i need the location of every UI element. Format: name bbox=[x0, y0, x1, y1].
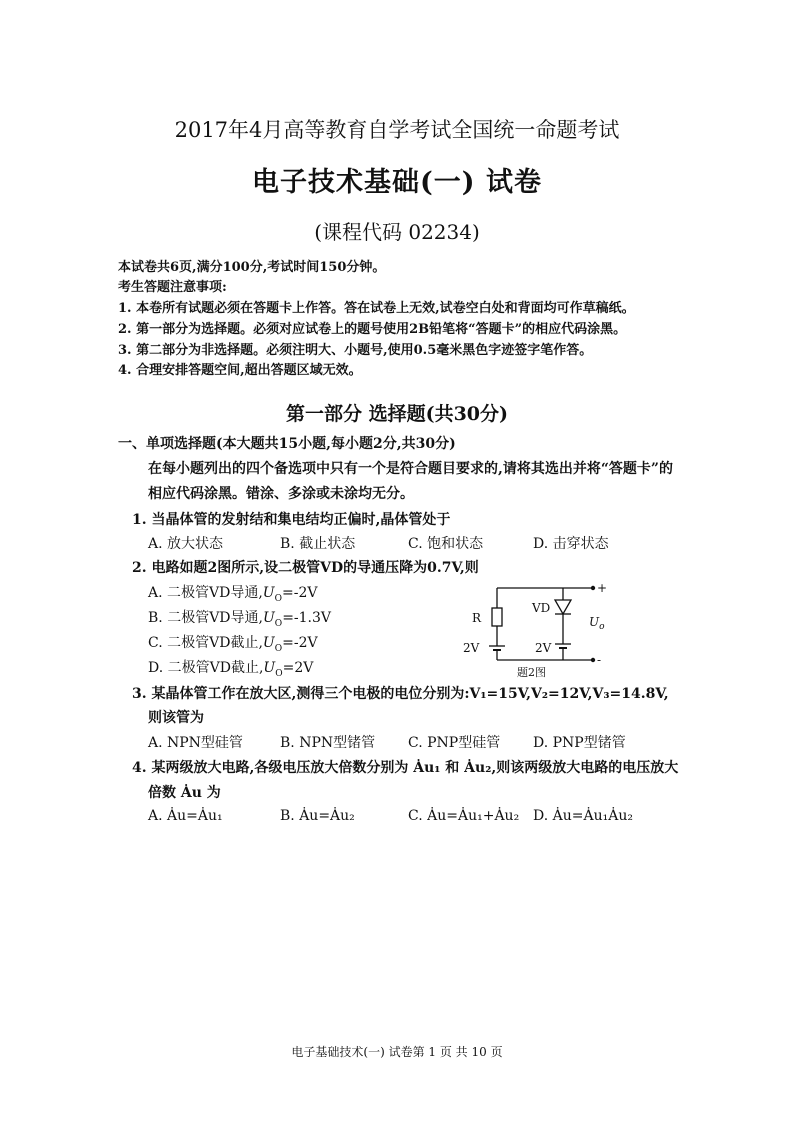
diode-symbol bbox=[555, 600, 571, 614]
instruction-line-1: 在每小题列出的四个备选项中只有一个是符合题目要求的,请将其选出并将“答题卡”的 bbox=[148, 461, 673, 477]
section-heading: 一、单项选择题(本大题共15小题,每小题2分,共30分) bbox=[118, 436, 456, 452]
question-4-stem-line1: 4. 某两级放大电路,各级电压放大倍数分别为 Ȧu₁ 和 Ȧu₂,则该两级放大电路的电压放大 bbox=[132, 760, 679, 776]
question-2-circuit-diagram bbox=[455, 578, 615, 680]
course-code: (课程代码 02234) bbox=[314, 220, 480, 244]
plus-label: + bbox=[597, 581, 608, 595]
exam-summary: 本试卷共6页,满分100分,考试时间150分钟。 bbox=[118, 260, 386, 275]
question-4-option-b: B. Ȧu=Ȧu₂ bbox=[280, 808, 355, 824]
diode-label: VD bbox=[532, 601, 551, 615]
output-terminal-plus bbox=[591, 586, 595, 590]
exam-title: 2017年4月高等教育自学考试全国统一命题考试 bbox=[174, 118, 620, 142]
note-item-3: 3. 第二部分为非选择题。必须注明大、小题号,使用0.5毫米黑色字迹签字笔作答。 bbox=[118, 343, 593, 358]
output-voltage-label: $U_o$ bbox=[589, 615, 605, 632]
instruction-line-2: 相应代码涂黑。错涂、多涂或未涂均无分。 bbox=[148, 486, 414, 502]
question-1-option-b: B. 截止状态 bbox=[280, 536, 356, 552]
question-2-stem: 2. 电路如题2图所示,设二极管VD的导通压降为0.7V,则 bbox=[132, 560, 479, 576]
question-3-option-b: B. NPN型锗管 bbox=[280, 735, 376, 751]
question-4-option-d: D. Ȧu=Ȧu₁Ȧu₂ bbox=[533, 808, 633, 824]
question-2-option-d: D. 二极管VD截止$,U_O=2V$ bbox=[148, 660, 314, 679]
note-item-1: 1. 本卷所有试题必须在答题卡上作答。答在试卷上无效,试卷空白处和背面均可作草稿纸。 bbox=[118, 301, 635, 316]
question-1-option-c: C. 饱和状态 bbox=[408, 536, 484, 552]
resistor-symbol bbox=[492, 608, 502, 626]
subject-title: 电子技术基础(一) 试卷 bbox=[252, 167, 542, 198]
minus-label: - bbox=[597, 653, 602, 667]
question-4-option-c: C. Ȧu=Ȧu₁+Ȧu₂ bbox=[408, 808, 520, 824]
question-1-option-d: D. 击穿状态 bbox=[533, 536, 609, 552]
source-right-label: 2V bbox=[535, 641, 552, 655]
question-2-option-b: B. 二极管VD导通$,U_O=-1.3V$ bbox=[148, 610, 332, 629]
question-4-stem-line2: 倍数 Ȧu 为 bbox=[148, 785, 221, 801]
question-1-option-a: A. 放大状态 bbox=[148, 536, 224, 552]
notes-heading: 考生答题注意事项: bbox=[118, 280, 227, 295]
question-4-option-a: A. Ȧu=Ȧu₁ bbox=[148, 808, 223, 824]
question-3-option-c: C. PNP型硅管 bbox=[408, 735, 501, 751]
part1-title: 第一部分 选择题(共30分) bbox=[285, 403, 509, 425]
note-item-4: 4. 合理安排答题空间,超出答题区域无效。 bbox=[118, 363, 362, 378]
question-2-option-a: A. 二极管VD导通$,U_O=-2V$ bbox=[148, 585, 318, 604]
question-1-stem: 1. 当晶体管的发射结和集电结均正偏时,晶体管处于 bbox=[132, 512, 451, 528]
question-3-option-a: A. NPN型硅管 bbox=[148, 735, 243, 751]
question-3-option-d: D. PNP型锗管 bbox=[533, 735, 626, 751]
question-2-option-c: C. 二极管VD截止$,U_O=-2V$ bbox=[148, 635, 318, 654]
page-footer: 电子基础技术(一) 试卷第 1 页 共 10 页 bbox=[291, 1045, 503, 1059]
question-3-stem-line2: 则该管为 bbox=[148, 710, 204, 726]
resistor-label: R bbox=[472, 611, 482, 625]
output-terminal-minus bbox=[591, 658, 595, 662]
note-item-2: 2. 第一部分为选择题。必须对应试卷上的题号使用2B铅笔将“答题卡”的相应代码涂黑。 bbox=[118, 322, 627, 337]
figure-caption: 题2图 bbox=[517, 666, 546, 679]
source-left-label: 2V bbox=[463, 641, 480, 655]
question-3-stem-line1: 3. 某晶体管工作在放大区,测得三个电极的电位分别为:V₁=15V,V₂=12V,V₃=14.8V, bbox=[132, 686, 669, 702]
